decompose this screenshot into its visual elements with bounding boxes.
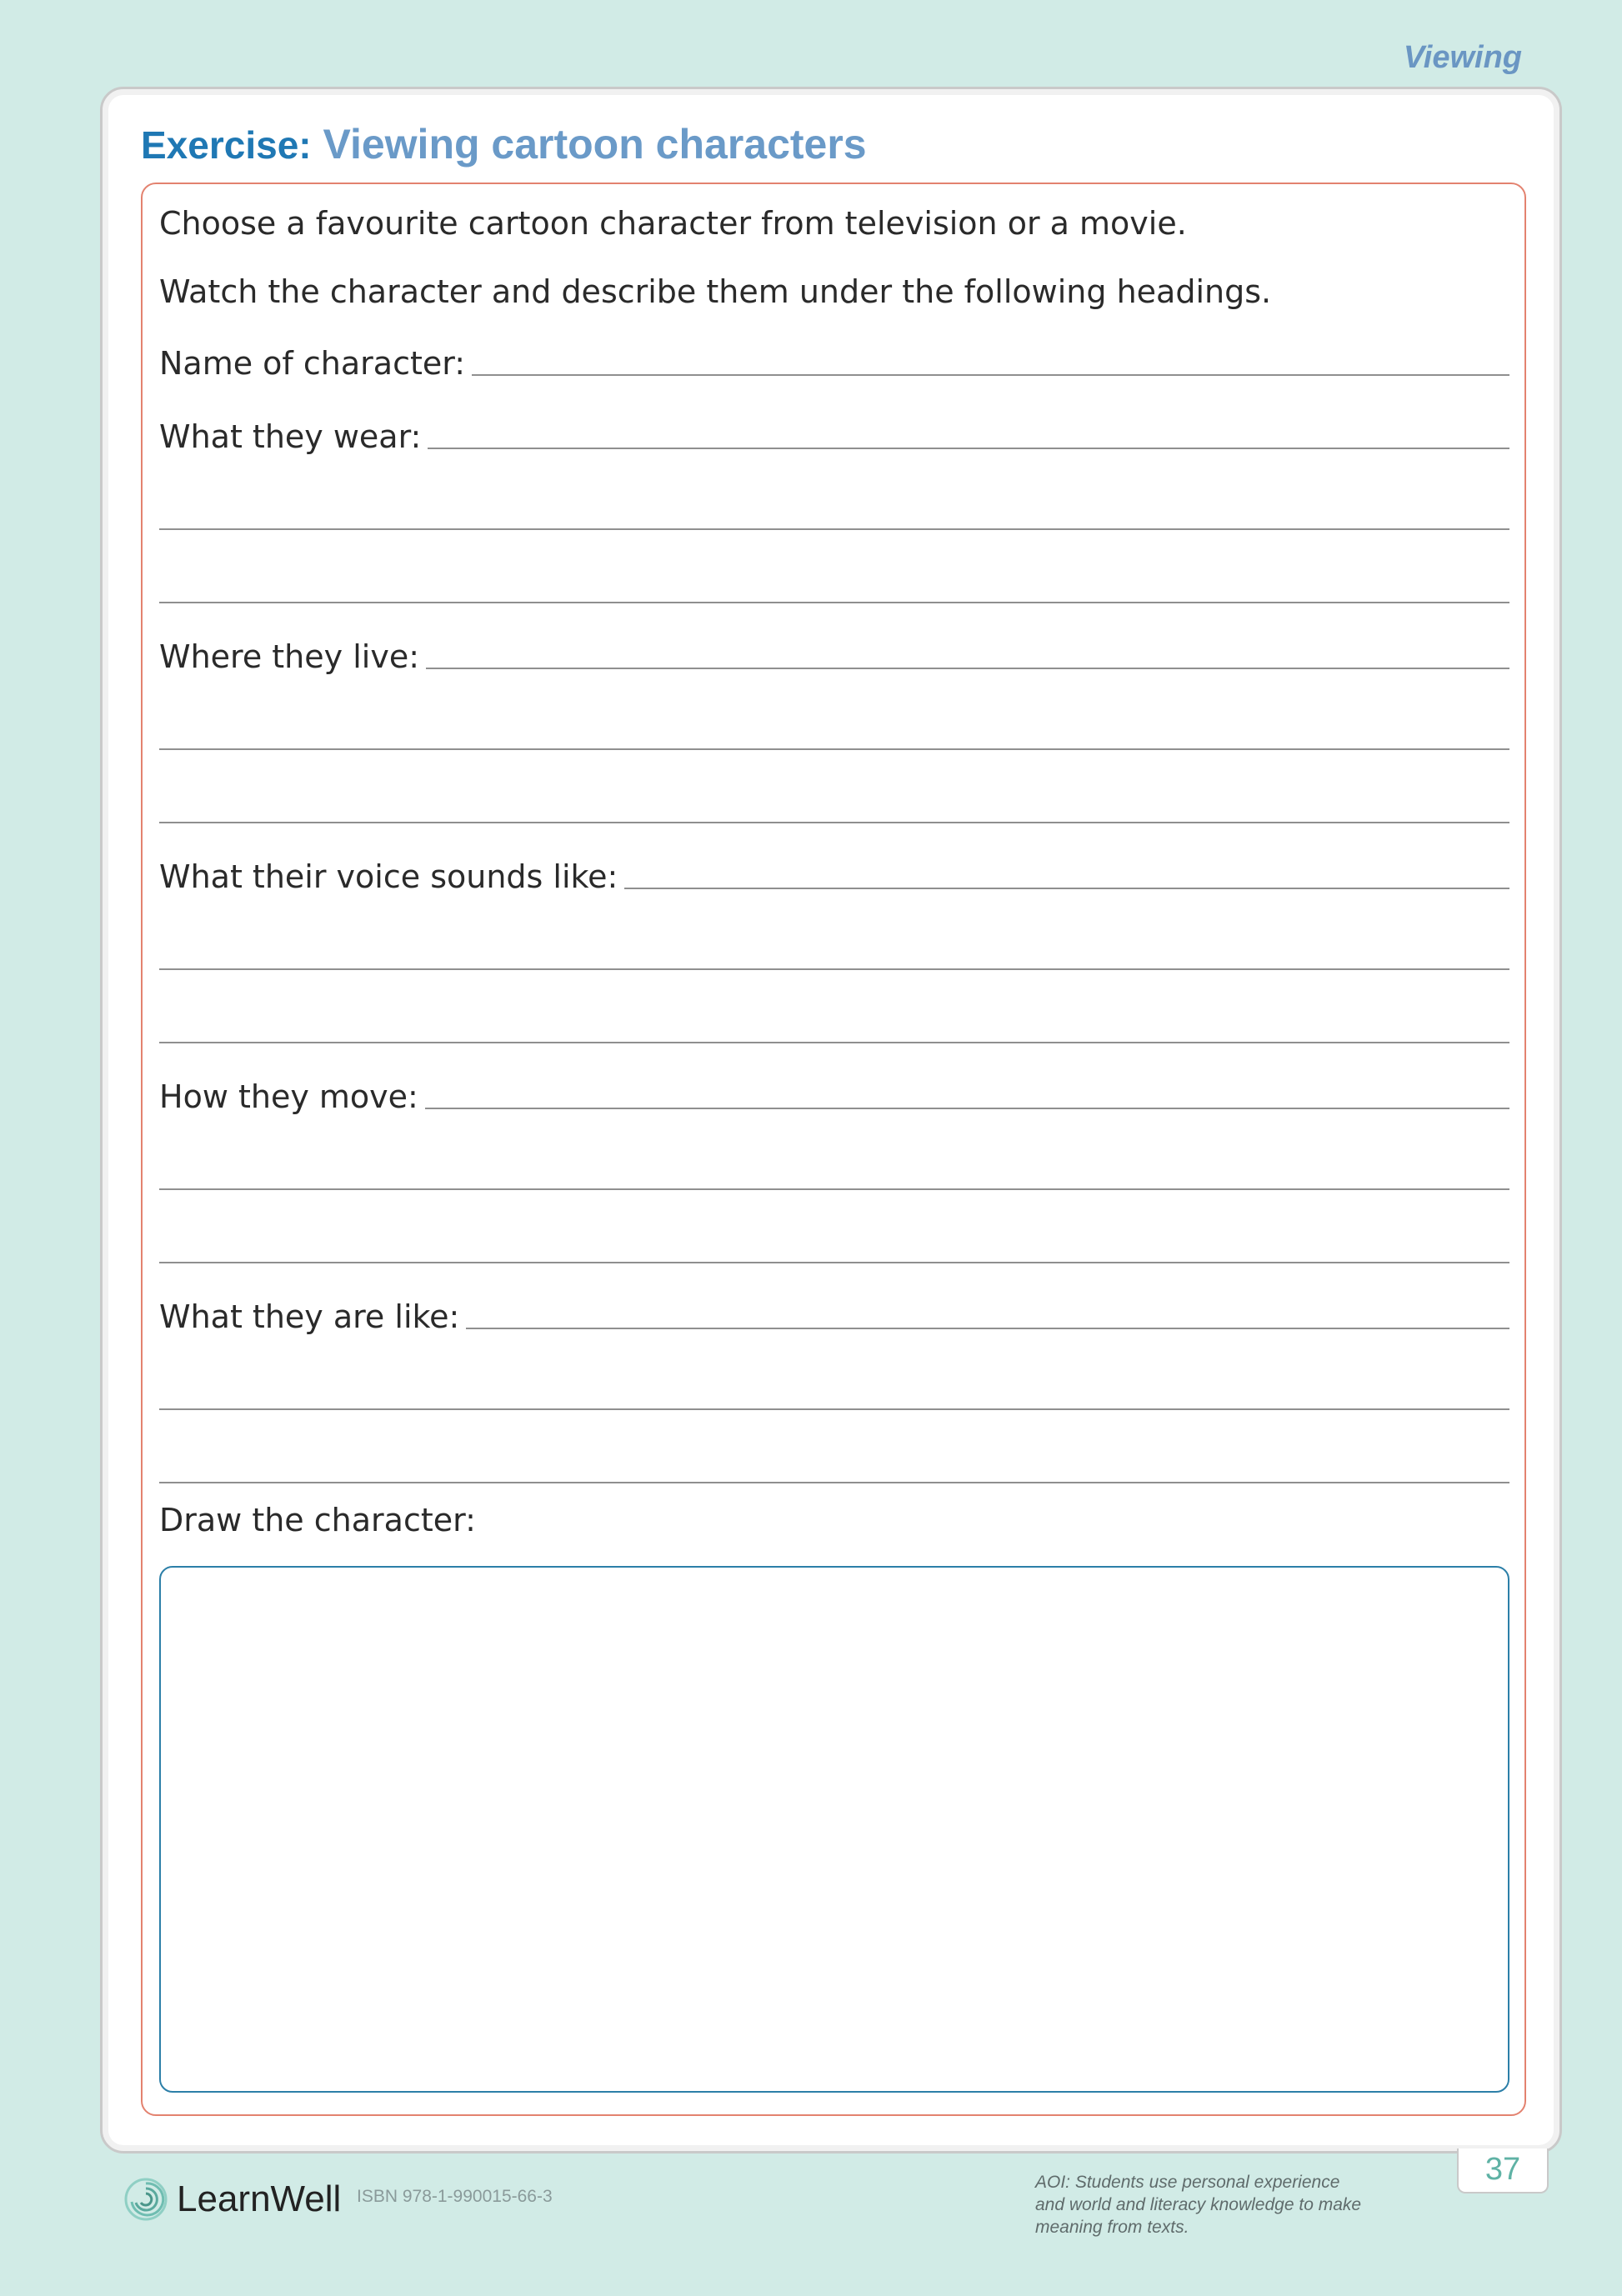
aoi-line: and world and literacy knowledge to make: [1035, 2195, 1362, 2214]
answer-line[interactable]: [466, 1328, 1509, 1329]
draw-label: Draw the character:: [159, 1502, 476, 1538]
answer-line[interactable]: [159, 1188, 1509, 1190]
field-label: How they move:: [159, 1078, 418, 1115]
section-tag: Viewing: [1403, 40, 1522, 75]
field-label: Where they live:: [159, 638, 419, 675]
field-label: What they wear:: [159, 418, 422, 455]
field-what-they-wear[interactable]: [159, 409, 1509, 456]
aoi-line: AOI: Students use personal experience: [1035, 2173, 1340, 2192]
exercise-content: [159, 184, 1509, 2114]
answer-line[interactable]: [159, 602, 1509, 603]
answer-line[interactable]: [159, 1042, 1509, 1043]
instruction-2: Watch the character and describe them under the following headings.: [159, 273, 1272, 310]
worksheet-card: [100, 87, 1562, 2153]
answer-line[interactable]: [428, 448, 1509, 449]
brand-name: LearnWell: [177, 2178, 342, 2219]
drawing-box[interactable]: [159, 1566, 1509, 2093]
aoi-note: [1035, 2171, 1427, 2238]
answer-line[interactable]: [159, 968, 1509, 970]
answer-line[interactable]: [624, 888, 1509, 889]
answer-line[interactable]: [159, 1482, 1509, 1483]
page-number: 37: [1457, 2148, 1549, 2193]
field-label: Name of character:: [159, 345, 465, 382]
field-label: What their voice sounds like:: [159, 858, 618, 895]
answer-line[interactable]: [159, 528, 1509, 530]
exercise-label: Exercise:: [141, 123, 312, 167]
exercise-title: Viewing cartoon characters: [323, 121, 867, 168]
field-how-they-move[interactable]: [159, 1069, 1509, 1116]
field-voice-sounds-like[interactable]: [159, 849, 1509, 896]
isbn: ISBN 978-1-990015-66-3: [357, 2187, 553, 2206]
answer-line[interactable]: [472, 374, 1509, 376]
publisher-logo: [123, 2177, 341, 2222]
aoi-line: meaning from texts.: [1035, 2218, 1189, 2237]
answer-line[interactable]: [159, 822, 1509, 823]
exercise-frame: [141, 183, 1526, 2116]
field-what-they-are-like[interactable]: [159, 1289, 1509, 1336]
answer-line[interactable]: [159, 1408, 1509, 1410]
field-name-of-character[interactable]: [159, 336, 1509, 383]
answer-line[interactable]: [159, 748, 1509, 750]
instruction-1: Choose a favourite cartoon character from television or a movie.: [159, 205, 1187, 242]
field-where-they-live[interactable]: [159, 629, 1509, 676]
answer-line[interactable]: [159, 1262, 1509, 1263]
answer-line[interactable]: [426, 668, 1509, 669]
field-label: What they are like:: [159, 1298, 460, 1335]
learnwell-swirl-icon: [123, 2177, 168, 2222]
answer-line[interactable]: [425, 1108, 1509, 1109]
exercise-heading: [141, 119, 867, 170]
